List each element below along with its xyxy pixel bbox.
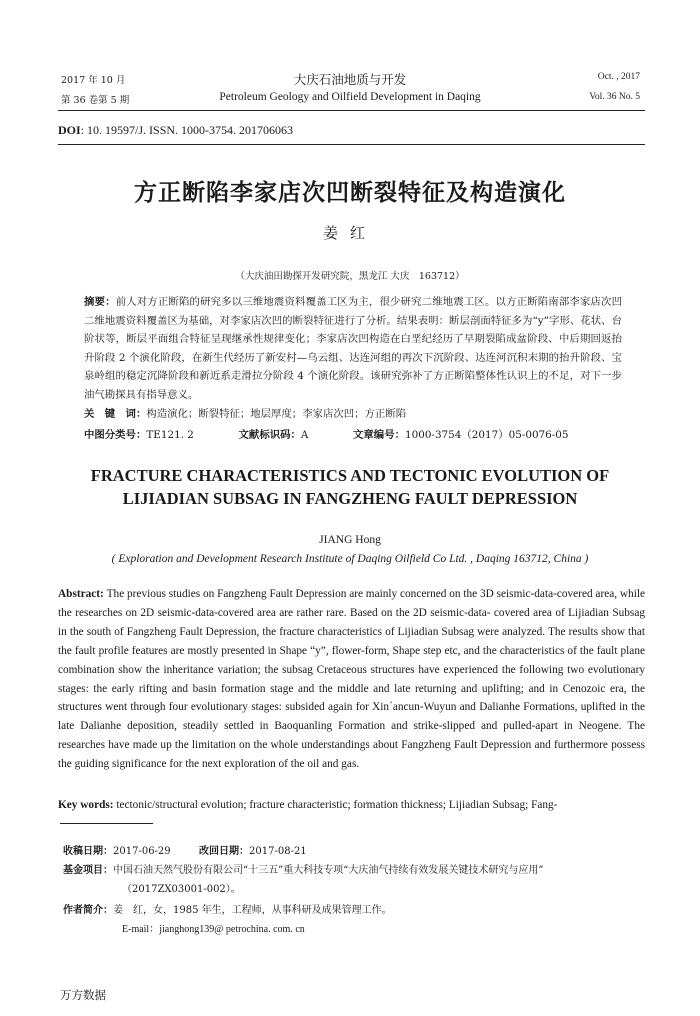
article-no-value: 1000-3754（2017）05-0076-05 — [404, 429, 569, 441]
doc-code-label: 文献标识码： — [238, 429, 301, 441]
journal-title-cn: 大庆石油地质与开发 — [293, 72, 407, 87]
keywords-cn — [84, 405, 406, 420]
received-date: 2017-06-29 — [113, 846, 171, 857]
article-no-label: 文章编号： — [353, 429, 405, 441]
clc-label: 中图分类号： — [84, 429, 147, 441]
header-date-en: Oct. , 2017 — [597, 72, 640, 82]
affiliation-en: ( Exploration and Development Research Institute of Daqing Oilfield Co Ltd. , Daqing 163712, China ) — [111, 553, 589, 565]
fund-label: 基金项目： — [63, 865, 113, 876]
clc-value: TE121. 2 — [146, 429, 194, 441]
abstract-en: Abstract: The previous studies on Fangzheng Fault Depression are mainly concerned on the 3D seismic-data-covered area, while the researches on 2D seismic-data-covered area are rather rare. Based on the 2D seismic-data- covered area of Lijiadian Subsag in the south of Fangzheng Fault Depression, the fracture characteristics of Lijiadian Subsag were analyzed. The results show that the fault profile features are mostly presented in Shape “y”, flower-form, Shape step etc, and the characteristics of the fault plane combination show the inheritance variation; the subsag Cretaceous structures have experienced the following two evolutionary stages: the early rifting and basin formation stage and the middle and late returning and uplifting; and in Cenozoic era, the structures went through four evolutionary stages: subsided again for Xin´ancun-Wuyun and Dalianhe Formations, uplifted in the late Dalianhe deposition, steadily settled in Baoquanling Formation and strike-slipped and pulled-apart in Neogene. The researches have made up the limitation on the whole understandings about Fangzheng Fault Depression and furthermore possess the guiding significance for the next exploration of the oil and gas. — [58, 588, 645, 771]
article-title-cn: 方正断陷李家店次凹断裂特征及构造演化 — [134, 180, 566, 206]
fund-row — [63, 862, 543, 881]
abstract-cn-label: 摘要： — [84, 296, 116, 308]
header-volume-en: Vol. 36 No. 5 — [589, 92, 640, 102]
footnote-rule — [60, 823, 153, 824]
doi-line: DOI: 10. 19597/J. ISSN. 1000-3754. 201706063 — [58, 123, 294, 137]
keywords-en-label: Key words — [58, 799, 110, 811]
dates-row — [63, 843, 307, 862]
fund-text-line2: （2017ZX03001-002）。 — [122, 884, 241, 895]
author-email: E-mail：jianghong139@ petrochina. com. cn — [122, 924, 305, 935]
received-label: 收稿日期： — [63, 846, 113, 857]
author-en: JIANG Hong — [319, 534, 381, 546]
article-title-en-line1: FRACTURE CHARACTERISTICS AND TECTONIC EVOLUTION OF — [90, 466, 610, 485]
abstract-en-text: The previous studies on Fangzheng Fault Depression are mainly concerned on the 3D seismic-data-covered area, while the researches on 2D seismic-data-covered area are rather rare. Based on the 2D seismic-data- covered area of Lijiadian Subsag in the south of Fangzheng Fault Depression, the fracture characteristics of Lijiadian Subsag were analyzed. The results show that the fault profile features are mostly presented in Shape “y”, flower-form, Shape step etc, and the characteristics of the fault plane combination show the inheritance variation; the subsag Cretaceous structures have experienced the following two evolutionary stages: the early rifting and basin formation stage and the middle and late returning and uplifting; and in Cenozoic era, the structures went through four evolutionary stages: subsided again for Xin´ancun-Wuyun and Dalianhe Formations, uplifted in the late Dalianhe deposition, steadily settled in Baoquanling Formation and strike-slipped and pulled-apart in Neogene. The researches have made up the limitation on the whole understandings about Fangzheng Fault Depression and furthermore possess the guiding significance for the next exploration of the oil and gas. — [58, 588, 645, 771]
author-cn: 姜红 — [322, 224, 377, 242]
doi-rule — [58, 144, 645, 145]
abstract-cn-text: 前人对方正断陷的研究多以三维地震资料覆盖工区为主，很少研究二维地震工区。以方正断陷南部李家店次凹二维地震资料覆盖区为基础，对李家店次凹的断裂特征进行了分析。结果表明：断层剖面特征多为“y”字形、花状、台阶状等，断层平面组合特征呈现继承性规律变化；李家店次凹构造在白垩纪经历了早期裂陷成盆阶段、中后期回返抬升阶段 2 个演化阶段，在新生代经历了新安村—乌云组、达连河组的再次下沉阶段、达连河沉积末期的抬升阶段、宝泉岭组的稳定沉降阶段和新近系走滑拉分阶段 4 个演化阶段。该研究弥补了方正断陷整体性认识上的不足，对下一步油气勘探具有指导意义。 — [84, 296, 622, 401]
bio-label: 作者简介： — [63, 905, 113, 916]
header-date-cn: 2017 年 10 月 — [61, 75, 126, 86]
abstract-cn — [84, 293, 622, 405]
affiliation-cn: （大庆油田勘探开发研究院，黑龙江 大庆 163712） — [235, 271, 465, 282]
footer-watermark: 万方数据 — [60, 988, 106, 1002]
abstract-en-label: Abstract — [58, 588, 101, 600]
journal-title-en: Petroleum Geology and Oilfield Development in Daqing — [219, 91, 481, 103]
header-rule — [58, 110, 645, 111]
keywords-cn-label: 关 键 词： — [84, 408, 147, 420]
doc-code-value: A — [300, 429, 309, 441]
header-volume-cn: 第 36 卷第 5 期 — [61, 95, 130, 106]
revised-label: 改回日期： — [199, 846, 250, 857]
article-title-en-line2: LIJIADIAN SUBSAG IN FANGZHENG FAULT DEPRESSION — [122, 489, 578, 508]
bio-row — [63, 902, 392, 921]
classification-row — [84, 426, 624, 441]
keywords-cn-text: 构造演化；断裂特征；地层厚度；李家店次凹；方正断陷 — [146, 408, 407, 420]
bio-text-line1: 姜 红，女，1985 年生，工程师，从事科研及成果管理工作。 — [113, 905, 392, 916]
keywords-en-text: tectonic/structural evolution; fracture characteristic; formation thickness; Lijiadian Subsag; Fang- — [116, 799, 558, 811]
keywords-en: Key words: tectonic/structural evolution; fracture characteristic; formation thickness; Lijiadian Subsag; Fang- — [58, 799, 558, 811]
fund-text-line1: 中国石油天然气股份有限公司“十三五”重大科技专项“大庆油气持续有效发展关键技术研究与应用” — [113, 865, 544, 876]
doi-label: DOI — [58, 123, 81, 137]
doi-value: 10. 19597/J. ISSN. 1000-3754. 201706063 — [87, 123, 294, 137]
revised-date: 2017-08-21 — [249, 846, 307, 857]
